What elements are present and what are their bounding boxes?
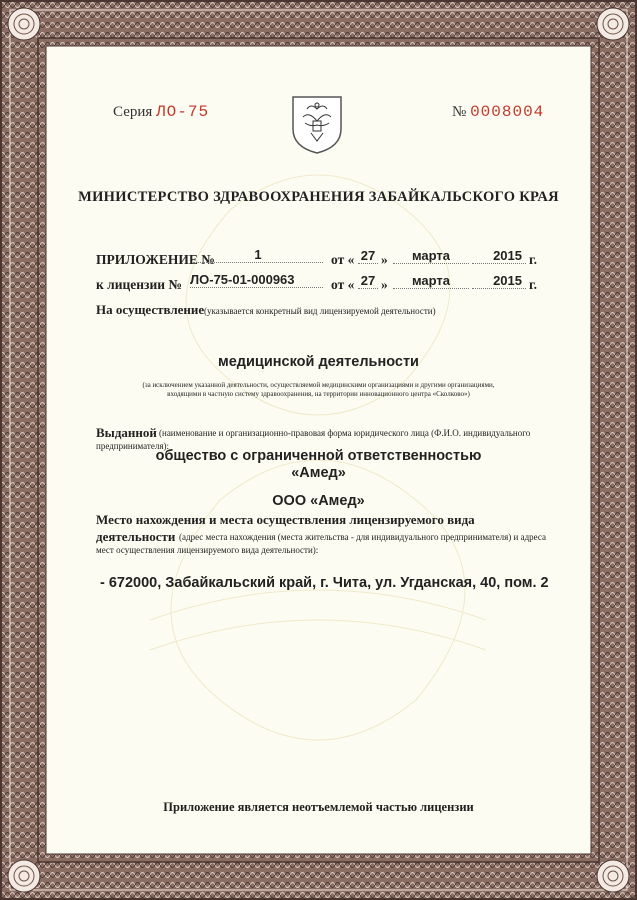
activity-label: На осуществление — [96, 302, 205, 317]
org-name-line1: общество с ограниченной ответственностью — [155, 448, 482, 464]
activity-hint: (указывается конкретный вид лицензируемой деятельности) — [204, 306, 436, 316]
license-label: к лицензии № — [96, 277, 182, 292]
location-label-line1: Место нахождения и места осуществления лицензируемого вида — [96, 512, 475, 527]
org-name-line2: «Амед» — [291, 465, 346, 481]
license-close-quote: » — [381, 277, 388, 292]
license-year: 2015 — [472, 273, 526, 289]
footer-note: Приложение является неотъемлемой частью лицензии — [163, 800, 474, 814]
activity-value: медицинской деятельности — [218, 354, 419, 370]
number-field — [452, 103, 544, 121]
appendix-close-quote: » — [381, 252, 388, 267]
license-year-suffix: г. — [529, 277, 537, 292]
ministry-title: МИНИСТЕРСТВО ЗДРАВООХРАНЕНИЯ ЗАБАЙКАЛЬСКОГО КРАЯ — [78, 189, 559, 205]
license-day: 27 — [358, 273, 378, 289]
issued-hint-line1: (наименование и организационно-правовая форма юридического лица (Ф.И.О. индивидуального — [159, 428, 531, 438]
appendix-label: ПРИЛОЖЕНИЕ № — [96, 252, 215, 267]
appendix-month: марта — [393, 248, 469, 264]
appendix-day: 27 — [358, 248, 378, 264]
appendix-year-suffix: г. — [529, 252, 537, 267]
number-value: 0008004 — [470, 103, 545, 121]
license-number: ЛО-75-01-000963 — [190, 272, 323, 288]
location-address: - 672000, Забайкальский край, г. Чита, ул. Угданская, 40, пом. 2 — [100, 575, 549, 591]
issued-hint-line2: предпринимателя): — [96, 441, 169, 451]
coat-of-arms-emblem — [289, 93, 345, 155]
series-value: ЛО-75 — [156, 103, 210, 121]
license-from-label: от « — [331, 277, 355, 292]
org-short-name: ООО «Амед» — [272, 493, 365, 509]
activity-note-line2: входящими в частную систему здравоохранения, на территории инновационного центра «Сколково») — [167, 390, 470, 398]
location-hint-line1: (адрес места нахождения (места жительства - для индивидуального предпринимателя) и адреса — [179, 532, 547, 542]
appendix-year: 2015 — [472, 248, 526, 264]
location-label-line2: деятельности — [96, 529, 176, 544]
series-label: Серия — [113, 104, 153, 120]
license-month: марта — [393, 273, 469, 289]
appendix-number: 1 — [193, 247, 323, 263]
activity-note-line1: (за исключением указанной деятельности, осуществляемой медицинскими организациями и другими организациями, — [142, 381, 495, 389]
issued-label: Выданной — [96, 425, 157, 440]
series-field — [113, 103, 209, 121]
appendix-from-label: от « — [331, 252, 355, 267]
number-label: № — [452, 104, 467, 120]
location-hint-line2: мест осуществления лицензируемого вида деятельности): — [96, 545, 319, 555]
